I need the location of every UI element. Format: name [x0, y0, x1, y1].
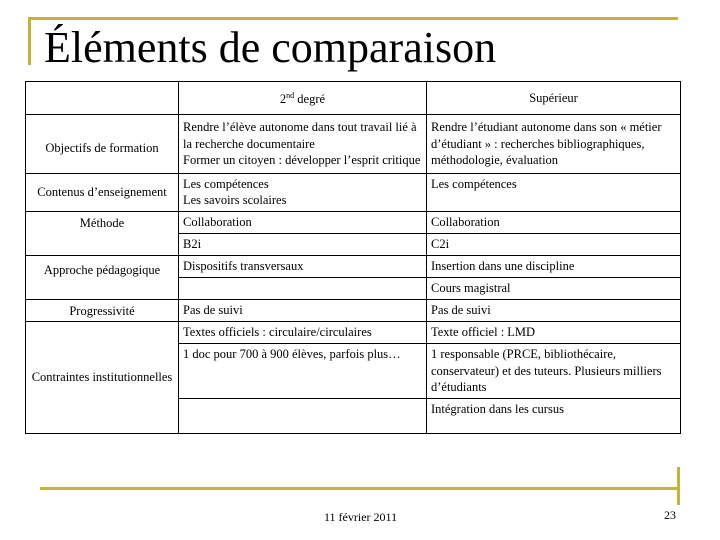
row-objectifs [26, 115, 681, 174]
header-superieur: Supérieur [427, 82, 681, 115]
row-label-contraintes: Contraintes institutionnelles [26, 322, 179, 434]
decorative-left-line [28, 17, 31, 65]
cell-contraintes-superieur-1: Texte officiel : LMD [427, 322, 681, 344]
cell-approche-superieur-3: Cours magistral [427, 277, 681, 299]
row-label-progressivite: Progressivité [26, 299, 179, 322]
slide-title: Éléments de comparaison [44, 23, 497, 72]
header-secondaire: 2nd degré [179, 82, 427, 115]
cell-objectifs-superieur: Rendre l’étudiant autonome dans son « métier d’étudiant » : recherches bibliographiques, méthodologie, évaluation [427, 115, 681, 174]
row-methode [26, 211, 681, 233]
cell-objectifs-secondaire [179, 115, 427, 174]
cell-contraintes-secondaire-3 [179, 398, 427, 433]
footer-date: 11 février 2011 [324, 510, 398, 524]
comparison-table [25, 81, 681, 434]
table-header-row [26, 82, 681, 115]
row-label-approche: Approche pédagogique [26, 255, 179, 299]
cell-contraintes-superieur-3: Intégration dans les cursus [427, 398, 681, 433]
cell-progressivite-superieur: Pas de suivi [427, 299, 681, 322]
decorative-right-line [677, 467, 680, 505]
cell-approche-secondaire-1: B2i [179, 233, 427, 255]
cell-methode-secondaire: Collaboration [179, 211, 427, 233]
page-number: 23 [664, 508, 676, 522]
decorative-bottom-line [40, 487, 680, 490]
cell-text: Les compétences [183, 176, 269, 191]
cell-approche-superieur-1: C2i [427, 233, 681, 255]
cell-text: Former un citoyen : développer l’esprit critique [183, 153, 421, 167]
row-progressivite [26, 299, 681, 322]
row-contenus [26, 173, 681, 211]
cell-progressivite-secondaire: Pas de suivi [179, 299, 427, 322]
cell-contraintes-secondaire-2: 1 doc pour 700 à 900 élèves, parfois plus… [179, 344, 427, 399]
cell-contraintes-superieur-2: 1 responsable (PRCE, bibliothécaire, conservateur) et des tuteurs. Plusieurs milliers d’étudiants [427, 344, 681, 399]
cell-approche-superieur-2: Insertion dans une discipline [427, 255, 681, 277]
cell-approche-secondaire-2: Dispositifs transversaux [179, 255, 427, 277]
row-contraintes-1 [26, 322, 681, 344]
cell-approche-secondaire-3 [179, 277, 427, 299]
cell-text: Rendre l’élève autonome dans tout travail lié à la recherche documentaire [183, 120, 417, 151]
row-label-methode: Méthode [26, 211, 179, 255]
cell-contraintes-secondaire-1: Textes officiels : circulaire/circulaires [179, 322, 427, 344]
header-empty-cell [26, 82, 179, 115]
row-label-contenus: Contenus d’enseignement [26, 173, 179, 211]
row-approche-2 [26, 255, 681, 277]
cell-methode-superieur: Collaboration [427, 211, 681, 233]
cell-text: Les savoirs scolaires [183, 193, 287, 207]
cell-contenus-superieur: Les compétences [427, 173, 681, 211]
cell-contenus-secondaire [179, 173, 427, 211]
row-label-objectifs: Objectifs de formation [26, 115, 179, 174]
